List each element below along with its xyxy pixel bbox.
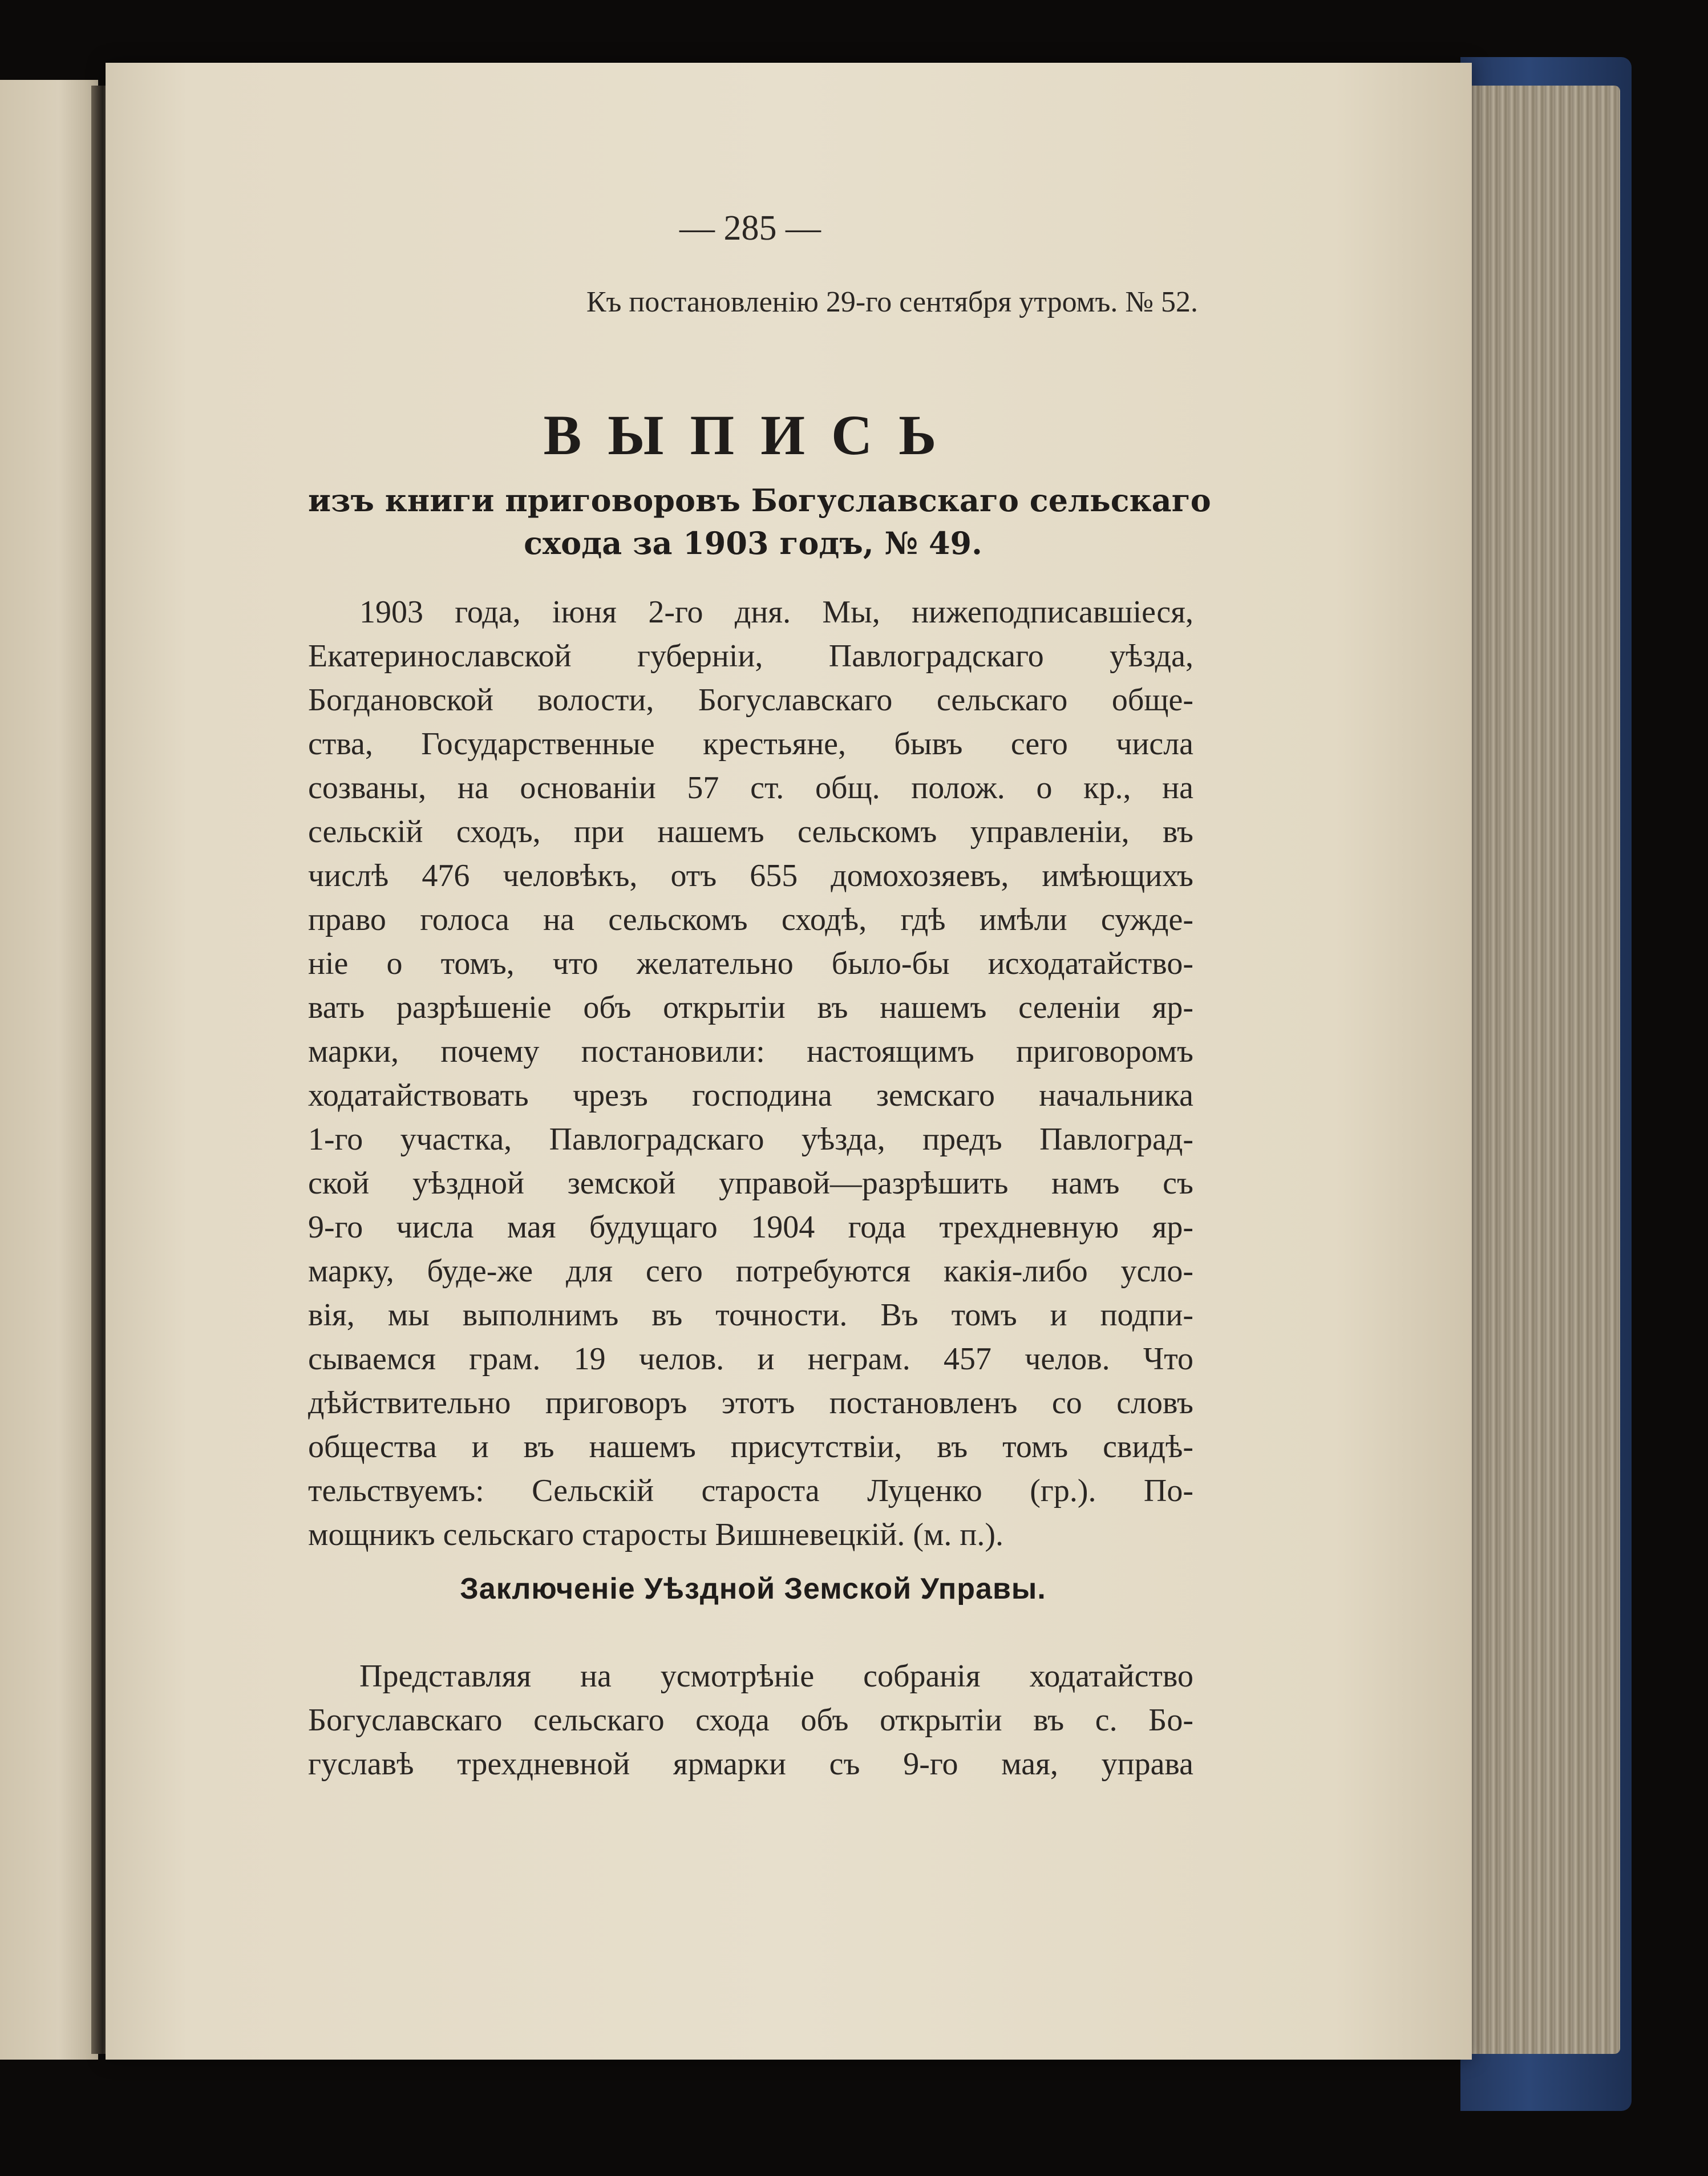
body-text-line: сываемся грам. 19 челов. и неграм. 457 челов. Что: [308, 1341, 1193, 1377]
body-text-line: общества и въ нашемъ присутствіи, въ томъ свидѣ-: [308, 1429, 1193, 1465]
body-text-line: ходатайствовать чрезъ господина земскаго начальника: [308, 1078, 1193, 1113]
body-text-line: созваны, на основаніи 57 ст. общ. полож. о кр., на: [308, 770, 1193, 806]
body-text-line: вать разрѣшеніе объ открытіи въ нашемъ селеніи яр-: [308, 990, 1193, 1025]
page-number: — 285 —: [679, 209, 821, 248]
body-text-line: дѣйствительно приговоръ этотъ постановленъ со словъ: [308, 1385, 1193, 1421]
body-text-line: вія, мы выполнимъ въ точности. Въ томъ и подпи-: [308, 1297, 1193, 1333]
body-text-line: тельствуемъ: Сельскій староста Луценко (гр.). По-: [308, 1473, 1193, 1508]
body-text-line: ской уѣздной земской управой—разрѣшить намъ съ: [308, 1166, 1193, 1201]
conclusion-text-line: Представляя на усмотрѣніе собранія ходатайство: [359, 1659, 1193, 1694]
body-text-line: Екатеринославской губерніи, Павлоградскаго уѣзда,: [308, 638, 1193, 674]
body-text-line: Богдановской волости, Богуславскаго сельскаго обще-: [308, 682, 1193, 718]
resolution-reference: Къ постановленію 29-го сентября утромъ. № 52.: [586, 286, 1198, 318]
body-text-line: право голоса на сельскомъ сходѣ, гдѣ имѣли сужде-: [308, 902, 1193, 937]
body-text-line: ства, Государственные крестьяне, бывъ сего числа: [308, 726, 1193, 762]
body-text-line: марку, буде-же для сего потребуются какія-либо усло-: [308, 1253, 1193, 1289]
body-text-line: 9-го числа мая будущаго 1904 года трехдневную яр-: [308, 1210, 1193, 1245]
body-text-line: ніе о томъ, что желательно было-бы исходатайство-: [308, 946, 1193, 981]
body-text-line: сельскій сходъ, при нашемъ сельскомъ управленіи, въ: [308, 814, 1193, 850]
body-text-line: 1903 года, іюня 2-го дня. Мы, нижеподписавшіеся,: [359, 594, 1193, 630]
document-subheading-line: изъ книги приговоровъ Богуславскаго сельскаго: [308, 482, 1211, 519]
section-title: Заключеніе Уѣздной Земской Управы.: [460, 1572, 1046, 1605]
page-edges: [1472, 86, 1620, 2054]
document-subheading-line: схода за 1903 годъ, № 49.: [524, 525, 982, 561]
document-heading: ВЫПИСЬ: [543, 403, 963, 467]
conclusion-text-line: Богуславскаго сельскаго схода объ открытіи въ с. Бо-: [308, 1702, 1193, 1738]
body-text-line: мощникъ сельскаго старосты Вишневецкій. (м. п.).: [308, 1517, 1004, 1552]
body-text-line: марки, почему постановили: настоящимъ приговоромъ: [308, 1034, 1193, 1069]
conclusion-text-line: гуславѣ трехдневной ярмарки съ 9-го мая, управа: [308, 1746, 1193, 1782]
body-text-line: 1-го участка, Павлоградскаго уѣзда, предъ Павлоград-: [308, 1122, 1193, 1157]
body-text-line: числѣ 476 человѣкъ, отъ 655 домохозяевъ, имѣющихъ: [308, 858, 1193, 893]
previous-page: [0, 80, 98, 2060]
